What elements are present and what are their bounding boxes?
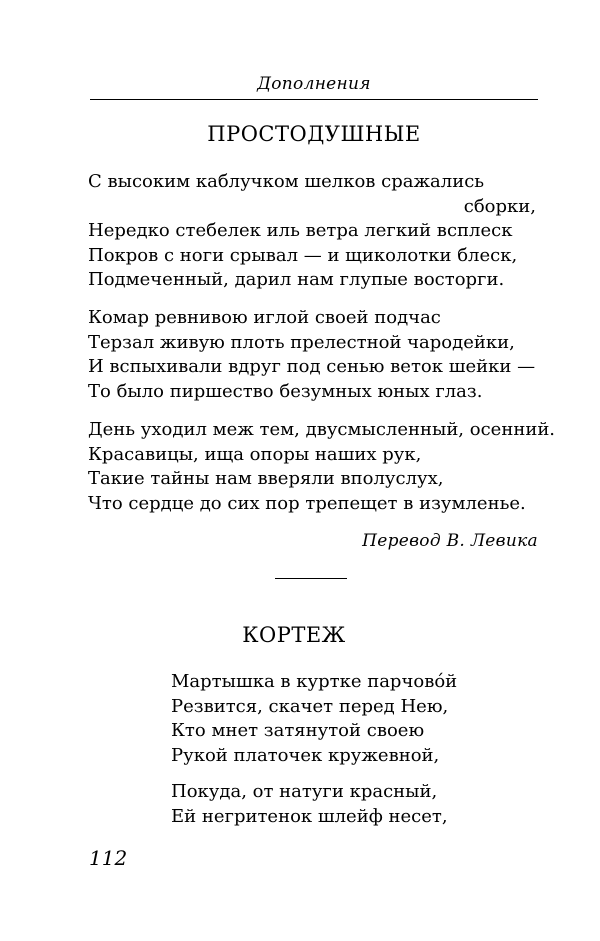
header-rule [90, 99, 538, 100]
verse-line: Такие тайны нам вверяли вполуслух, [88, 468, 444, 489]
stanza [171, 670, 471, 768]
verse-line: Что сердце до сих пор трепещет в изумленье. [88, 492, 526, 514]
page-number: 112 [89, 846, 128, 870]
verse-line: День уходил меж тем, двусмысленный, осенний. [88, 419, 556, 440]
verse-line: Покуда, от натуги красный, [171, 781, 438, 802]
stanza [171, 780, 471, 829]
section-separator [275, 578, 347, 579]
poem-title: КОРТЕЖ [242, 623, 346, 647]
verse-line: И вспыхивали вдруг под сенью веток шейки — [88, 356, 536, 377]
verse-line: Кто мнет затянутой своею [171, 720, 425, 741]
verse-line: Рукой платочек кружевной, [171, 744, 440, 766]
verse-line: Мартышка в куртке парчово́й [171, 671, 458, 692]
poem-title: ПРОСТОДУШНЫЕ [207, 122, 421, 146]
verse-line: С высоким каблучком шелков сражались [88, 171, 485, 192]
verse-line: Терзал живую плоть прелестной чародейки, [88, 331, 515, 353]
stanza [88, 418, 556, 516]
verse-line: Ей негритенок шлейф несет, [171, 805, 448, 827]
verse-line: То было пиршество безумных юных глаз. [88, 380, 483, 402]
verse-line: Красавицы, ища опоры наших рук, [88, 443, 422, 465]
verse-line: Резвится, скачет перед Нею, [171, 695, 449, 717]
translator-credit: Перевод В. Левика [362, 531, 538, 551]
running-head: Дополнения [257, 74, 371, 94]
verse-line: Покров с ноги срывал — и щиколотки блеск, [88, 244, 518, 266]
verse-line: Нередко стебелек иль ветра легкий всплеск [88, 220, 513, 241]
verse-line: Комар ревнивою иглой своей подчас [88, 307, 441, 328]
stanza [88, 306, 538, 404]
verse-line: Подмеченный, дарил нам глупые восторги. [88, 269, 505, 290]
verse-line-continuation: сборки, [463, 195, 536, 217]
stanza [88, 170, 538, 293]
